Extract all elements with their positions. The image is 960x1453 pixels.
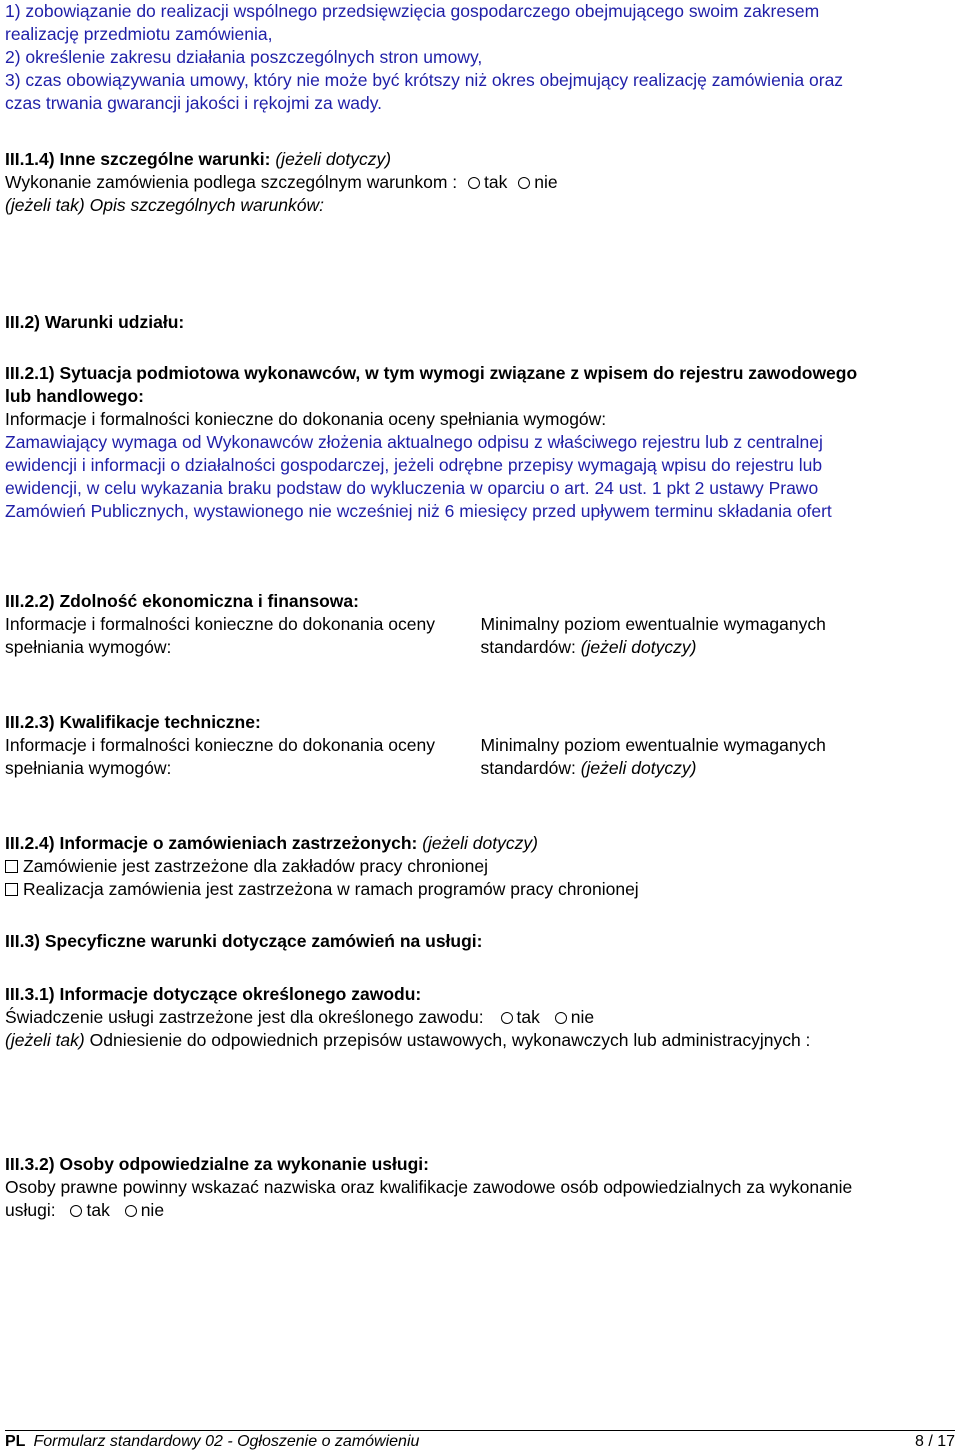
section-heading: III.2.2) Zdolność ekonomiczna i finansowa: (5, 591, 359, 611)
section-iii-2-3 (5, 711, 950, 780)
page-footer (5, 1430, 955, 1453)
standards-column (481, 613, 951, 659)
requirement-text (5, 431, 950, 523)
info-label: Informacje i formalności konieczne do dokonania oceny spełniania wymogów: (5, 409, 607, 429)
radio-yes[interactable] (468, 177, 480, 189)
profession-question: Świadczenie usługi zastrzeżone jest dla określonego zawodu: (5, 1007, 484, 1027)
checkbox-sheltered-workshops[interactable] (5, 860, 18, 873)
checkbox-sheltered-programmes[interactable] (5, 883, 18, 896)
section-note: (jeżeli tak) (5, 1030, 85, 1050)
special-conditions-description-label: (jeżeli tak) Opis szczególnych warunków: (5, 195, 325, 215)
section-note: (jeżeli dotyczy) (580, 758, 697, 778)
radio-no[interactable] (518, 177, 530, 189)
radio-yes-label: tak (86, 1200, 110, 1220)
section-iii-3-1 (5, 983, 950, 1052)
checkbox-label: Zamówienie jest zastrzeżone dla zakładów pracy chronionej (23, 856, 488, 876)
section-heading: III.1.4) Inne szczególne warunki: (5, 149, 271, 169)
text-line: spełniania wymogów: (5, 758, 172, 778)
radio-no-label: nie (140, 1200, 165, 1220)
text-fragment: usługi: (5, 1200, 56, 1220)
section-heading: III.2) Warunki udziału: (5, 312, 185, 332)
text-line: 1) zobowiązanie do realizacji wspólnego przedsięwzięcia gospodarczego obejmującego swoim zakresem (5, 1, 820, 21)
text-line: 3) czas obowiązywania umowy, który nie może być krótszy niż okres obejmujący realizację zamówienia oraz (5, 70, 844, 90)
text-line: ewidencji, w celu wykazania braku podstaw do wykluczenia w oparciu o art. 24 ust. 1 pkt 2 ustawy Prawo (5, 478, 819, 498)
section-heading: III.3.2) Osoby odpowiedzialne za wykonanie usługi: (5, 1154, 429, 1174)
section-iii-3 (5, 930, 950, 953)
section-iii-1-4 (5, 148, 950, 217)
radio-yes-label: tak (516, 1007, 540, 1027)
radio-yes-label: tak (484, 172, 508, 192)
section-note: (jeżeli dotyczy) (275, 149, 392, 169)
section-heading: III.2.1) Sytuacja podmiotowa wykonawców, w tym wymogi związane z wpisem do rejestru zawodowego (5, 363, 858, 383)
section-iii-2-4 (5, 832, 950, 901)
special-conditions-question: Wykonanie zamówienia podlega szczególnym warunkom : (5, 172, 458, 192)
text-fragment: standardów: (480, 637, 576, 657)
radio-no-label: nie (534, 172, 558, 192)
section-iii-2-1 (5, 362, 950, 523)
section-heading: lub handlowego: (5, 386, 145, 406)
radio-no-label: nie (570, 1007, 595, 1027)
page-number: 8 / 17 (914, 1433, 955, 1450)
section-iii-2-2 (5, 590, 950, 659)
text-line: spełniania wymogów: (5, 637, 172, 657)
info-column (5, 613, 481, 659)
text-line: Informacje i formalności konieczne do dokonania oceny (5, 614, 435, 634)
text-line: 2) określenie zakresu działania poszczególnych stron umowy, (5, 47, 483, 67)
section-note: (jeżeli dotyczy) (422, 833, 538, 853)
radio-no[interactable] (125, 1205, 137, 1217)
checkbox-label: Realizacja zamówienia jest zastrzeżona w ramach programów pracy chronionej (23, 879, 639, 899)
radio-no[interactable] (555, 1012, 567, 1024)
section-heading: III.2.4) Informacje o zamówieniach zastrzeżonych: (5, 833, 418, 853)
reference-label: Odniesienie do odpowiednich przepisów ustawowych, wykonawczych lub administracyjnych : (89, 1030, 811, 1050)
text-fragment: standardów: (480, 758, 576, 778)
text-line: ewidencji i informacji o działalności gospodarczej, jeżeli odrębne przepisy wymagają wpisu do rejestru lub (5, 455, 823, 475)
text-line: Zamawiający wymaga od Wykonawców złożenia aktualnego odpisu z właściwego rejestru lub z centralnej (5, 432, 823, 452)
document-page (5, 0, 955, 1451)
section-heading: III.3.1) Informacje dotyczące określonego zawodu: (5, 984, 422, 1004)
radio-yes[interactable] (70, 1205, 82, 1217)
section-note: (jeżeli dotyczy) (580, 637, 697, 657)
standards-column (481, 734, 951, 780)
form-title: Formularz standardowy 02 - Ogłoszenie o zamówieniu (33, 1433, 420, 1450)
consortium-agreement-text (5, 0, 950, 115)
text-line: Osoby prawne powinny wskazać nazwiska oraz kwalifikacje zawodowe osób odpowiedzialnych za wykonanie (5, 1177, 853, 1197)
text-line: realizację przedmiotu zamówienia, (5, 24, 273, 44)
radio-yes[interactable] (501, 1012, 513, 1024)
text-line: czas trwania gwarancji jakości i rękojmi za wady. (5, 93, 383, 113)
text-line: Informacje i formalności konieczne do dokonania oceny (5, 735, 435, 755)
text-line: Minimalny poziom ewentualnie wymaganych (480, 735, 826, 755)
section-heading: III.3) Specyficzne warunki dotyczące zamówień na usługi: (5, 931, 483, 951)
text-line: Zamówień Publicznych, wystawionego nie wcześniej niż 6 miesięcy przed upływem terminu składania ofert (5, 501, 832, 521)
language-code: PL (5, 1433, 26, 1450)
section-iii-3-2 (5, 1153, 950, 1222)
info-column (5, 734, 481, 780)
text-line: Minimalny poziom ewentualnie wymaganych (480, 614, 826, 634)
section-iii-2 (5, 311, 950, 334)
section-heading: III.2.3) Kwalifikacje techniczne: (5, 712, 261, 732)
